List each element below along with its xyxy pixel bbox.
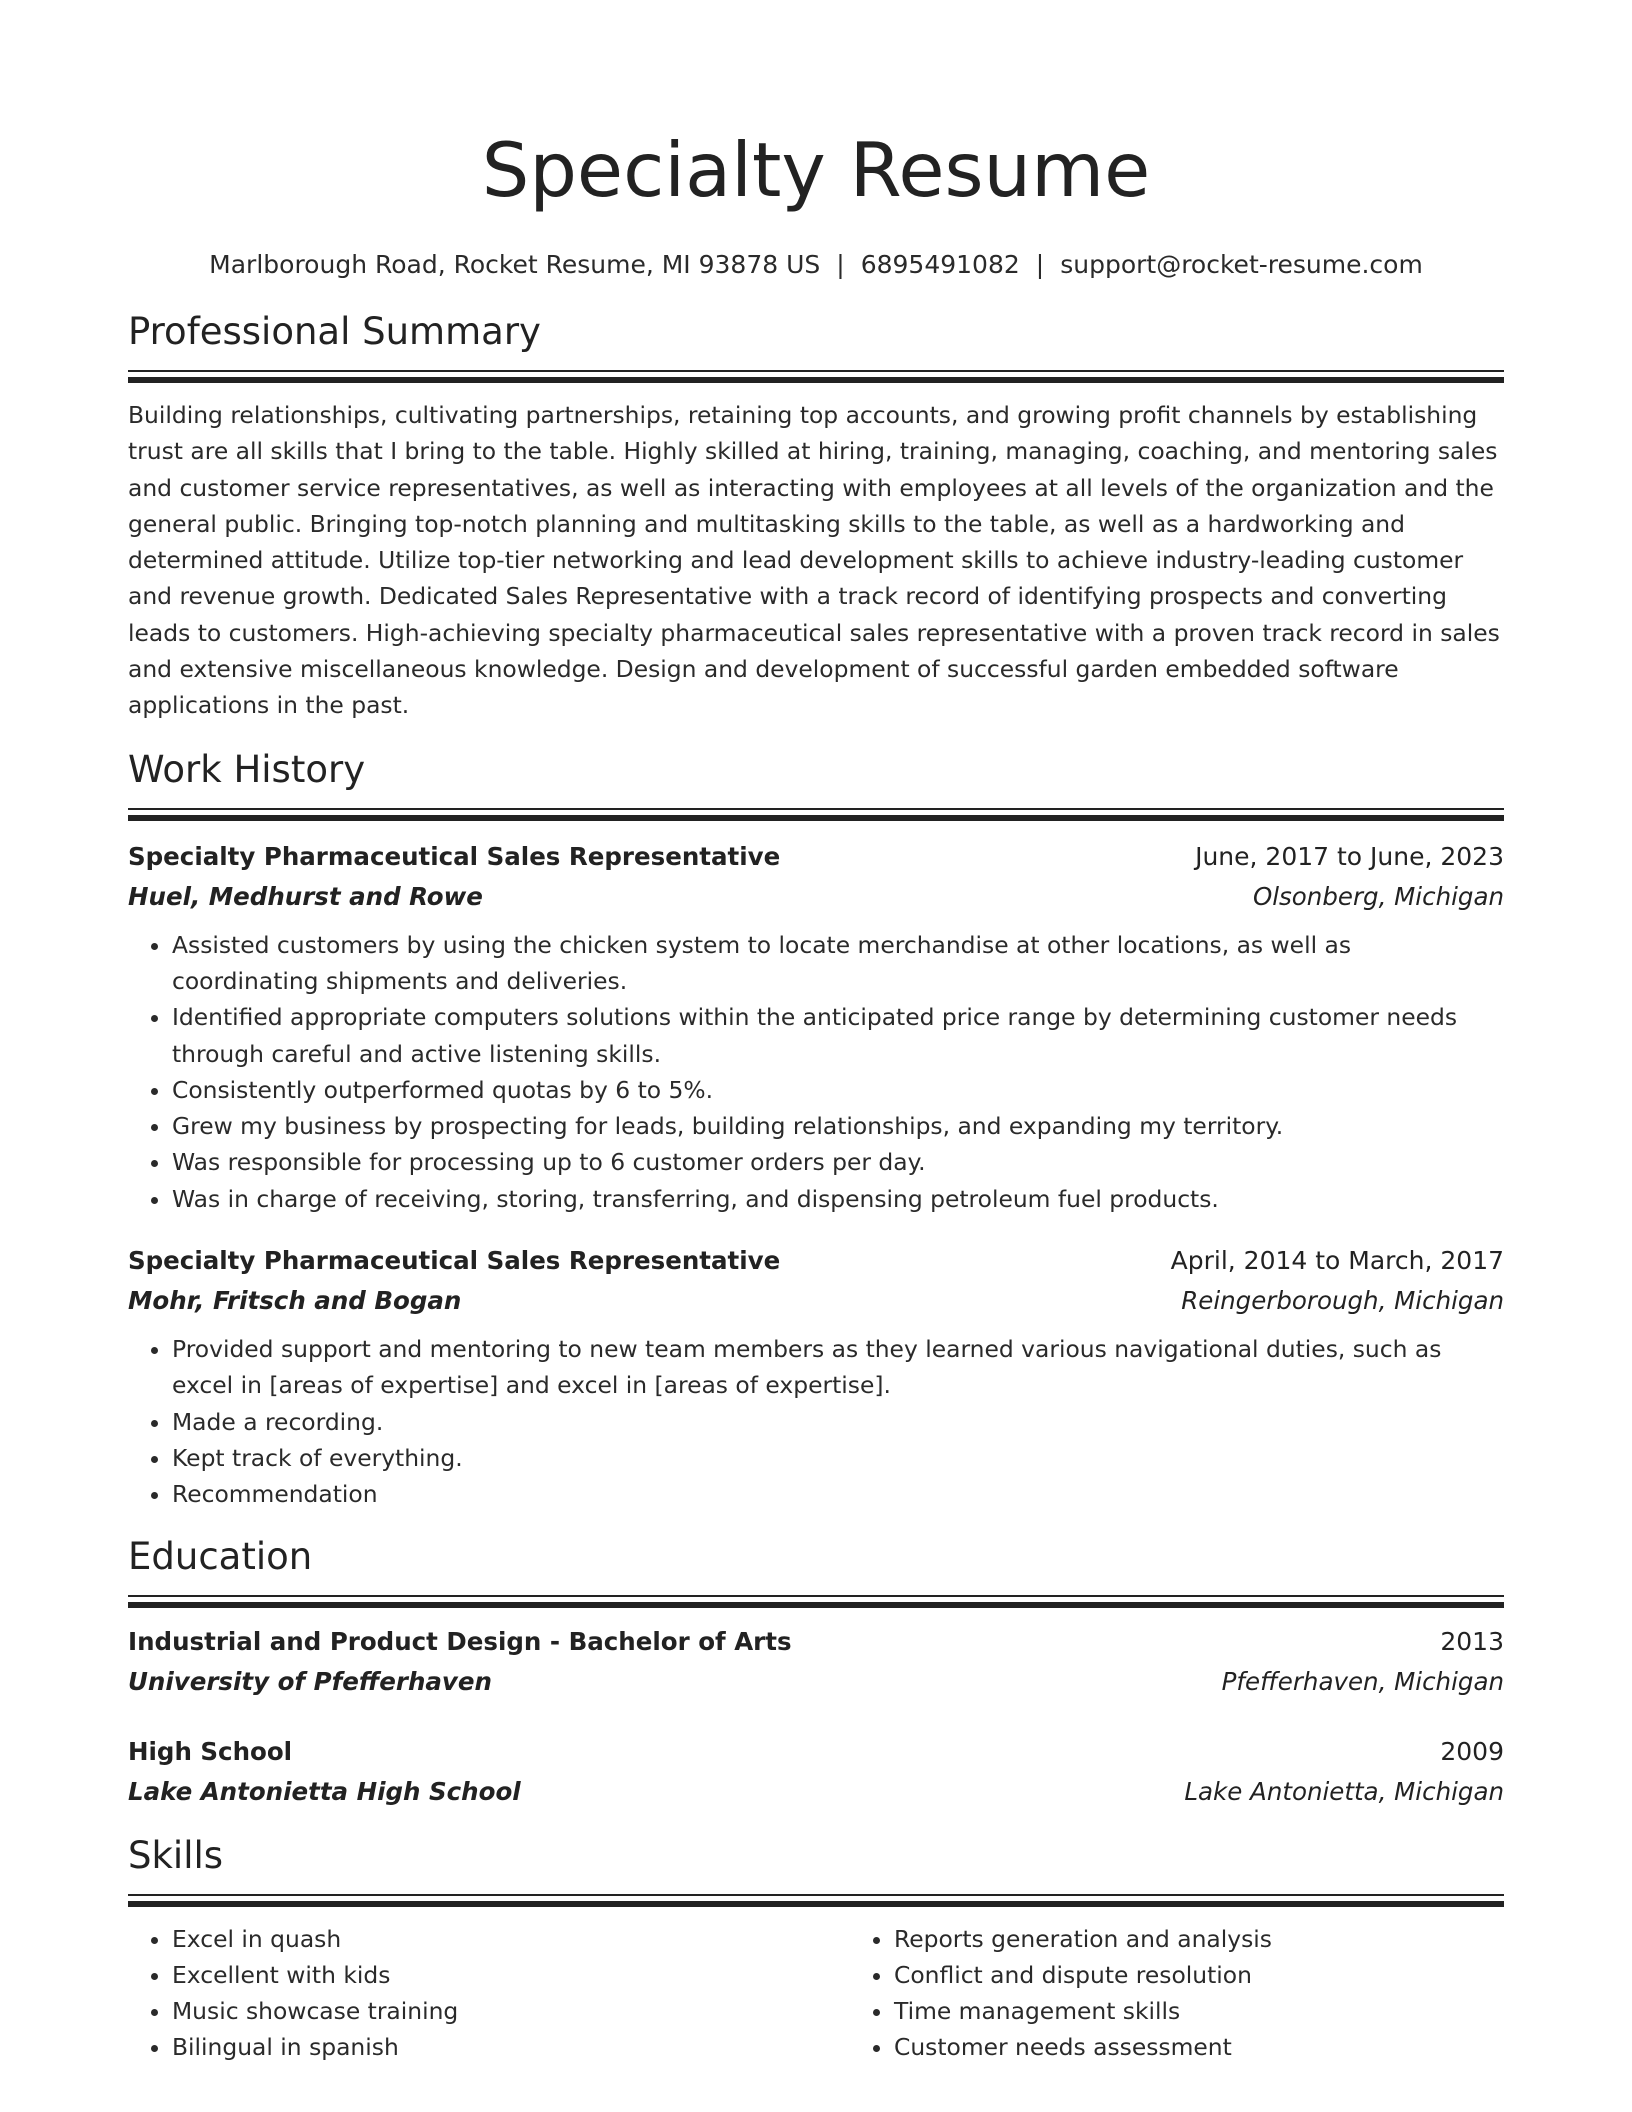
list-item: • Assisted customers by using the chicken system to locate merchandise at other locations, as well as coordinating shipments and deliveries.: [172, 927, 1504, 1000]
education-degree: Industrial and Product Design - Bachelor of Arts: [128, 1626, 792, 1656]
section-title-work: Work History: [128, 747, 366, 791]
education-section: [128, 1533, 1504, 1812]
contact-email: support@rocket-resume.com: [1060, 250, 1423, 279]
job-entry: [128, 1241, 1504, 1512]
list-item: • Customer needs assessment: [894, 2029, 1272, 2065]
education-subheader: [128, 1662, 1504, 1702]
job-company: Huel, Medhurst and Rowe: [128, 881, 483, 911]
job-bullets: [128, 927, 1504, 1217]
skills-list-right: [850, 1921, 1272, 2066]
list-item: • Bilingual in spanish: [172, 2029, 850, 2065]
education-entry: [128, 1732, 1504, 1812]
job-company: Mohr, Fritsch and Bogan: [128, 1286, 462, 1316]
job-header: [128, 837, 1504, 877]
education-school: Lake Antonietta High School: [128, 1776, 521, 1806]
education-year: 2013: [1440, 1626, 1504, 1656]
work-section: [128, 746, 1504, 1513]
list-item: • Recommendation: [172, 1476, 1504, 1512]
list-item: • Was responsible for processing up to 6 customer orders per day.: [172, 1144, 1504, 1180]
section-title-summary: Professional Summary: [128, 310, 541, 353]
contact-separator: |: [1035, 250, 1045, 279]
education-entry: [128, 1622, 1504, 1702]
education-degree: High School: [128, 1736, 293, 1766]
list-item: • Excel in quash: [172, 1921, 850, 1957]
education-subheader: [128, 1772, 1504, 1812]
list-item: • Excellent with kids: [172, 1957, 850, 1993]
section-title-education: Education: [128, 1534, 313, 1578]
education-location: Lake Antonietta, Michigan: [1184, 1776, 1504, 1806]
list-item: • Was in charge of receiving, storing, transferring, and dispensing petroleum fuel products.: [172, 1181, 1504, 1217]
education-location: Pfefferhaven, Michigan: [1221, 1666, 1504, 1696]
list-item: • Provided support and mentoring to new team members as they learned various navigational duties, such as excel in [areas of expertise] and excel in [areas of expertise].: [172, 1331, 1504, 1404]
list-item: • Time management skills: [894, 1993, 1272, 2029]
list-item: • Made a recording.: [172, 1404, 1504, 1440]
job-subheader: [128, 877, 1504, 917]
job-title: Specialty Pharmaceutical Sales Representative: [128, 841, 781, 871]
job-bullets: [128, 1331, 1504, 1512]
list-item: • Kept track of everything.: [172, 1440, 1504, 1476]
summary-section: [128, 308, 1504, 724]
contact-line: [128, 248, 1504, 282]
summary-text: Building relationships, cultivating partnerships, retaining top accounts, and growing profit channels by establishing trust are all skills that I bring to the table. Highly skilled at hiring, training, managing, coaching, and mentoring sales and customer service representatives, as well as interacting with employees at all levels of the organization and the general public. Bringing top-notch planning and multitasking skills to the table, as well as a hardworking and determined attitude. Utilize top-tier networking and lead development skills to achieve industry-leading customer and revenue growth. Dedicated Sales Representative with a track record of identifying prospects and converting leads to customers. High-achieving specialty pharmaceutical sales representative with a proven track record in sales and extensive miscellaneous knowledge. Design and development of successful garden embedded software applications in the past.: [128, 401, 1500, 720]
job-title: Specialty Pharmaceutical Sales Representative: [128, 1246, 781, 1276]
skills-section: [128, 1832, 1504, 2066]
section-divider: [128, 808, 1504, 821]
list-item: • Conflict and dispute resolution: [894, 1957, 1272, 1993]
list-item: • Consistently outperformed quotas by 6 to 5%.: [172, 1072, 1504, 1108]
section-divider: [128, 1595, 1504, 1608]
job-entry: [128, 837, 1504, 1217]
resume-name: Specialty Resume: [481, 126, 1151, 214]
skills-list-left: [128, 1921, 850, 2066]
contact-phone: 6895491082: [860, 250, 1020, 279]
section-divider: [128, 370, 1504, 383]
list-item: • Grew my business by prospecting for leads, building relationships, and expanding my territory.: [172, 1108, 1504, 1144]
section-title-skills: Skills: [128, 1833, 224, 1877]
job-location: Olsonberg, Michigan: [1252, 881, 1504, 911]
contact-address: Marlborough Road, Rocket Resume, MI 93878 US: [209, 250, 821, 279]
education-header: [128, 1622, 1504, 1662]
job-location: Reingerborough, Michigan: [1181, 1286, 1504, 1316]
job-subheader: [128, 1281, 1504, 1321]
job-header: [128, 1241, 1504, 1281]
list-item: • Identified appropriate computers solutions within the anticipated price range by determining customer needs through careful and active listening skills.: [172, 999, 1504, 1072]
education-year: 2009: [1440, 1736, 1504, 1766]
section-divider: [128, 1894, 1504, 1907]
job-dates: June, 2017 to June, 2023: [1195, 841, 1504, 871]
contact-separator: |: [836, 250, 845, 279]
job-dates: April, 2014 to March, 2017: [1170, 1246, 1504, 1276]
skills-columns: [128, 1921, 1504, 2066]
education-school: University of Pfefferhaven: [128, 1666, 492, 1696]
education-header: [128, 1732, 1504, 1772]
list-item: • Music showcase training: [172, 1993, 850, 2029]
list-item: • Reports generation and analysis: [894, 1921, 1272, 1957]
